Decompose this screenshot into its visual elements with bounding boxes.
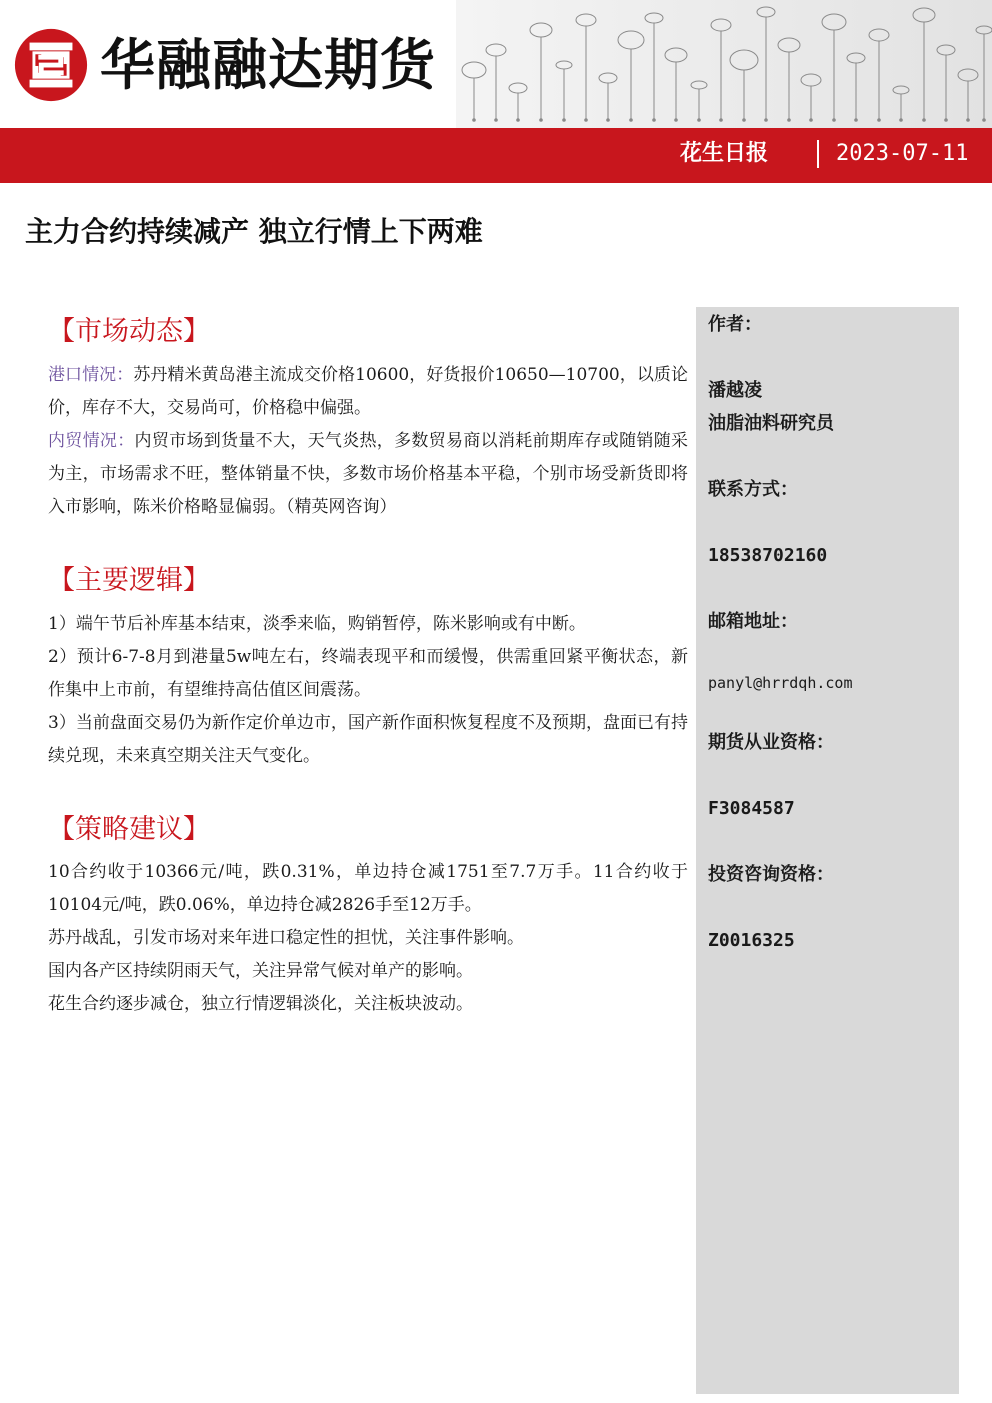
email-label: 邮箱地址： bbox=[708, 611, 798, 632]
market-section-body bbox=[48, 359, 688, 524]
port-text: 苏丹精米黄岛港主流成交价格10600，好货报价10650—10700，以质论价，库存不大，交易尚可，价格稳中偏强。 bbox=[48, 365, 688, 418]
market-section-heading: 【市场动态】 bbox=[48, 316, 210, 347]
author-label: 作者： bbox=[708, 314, 762, 335]
logic-item: 2）预计6-7-8月到港量5w吨左右，终端表现平和而缓慢，供需重回紧平衡状态，新作集中上市前，有望维持高估值区间震荡。 bbox=[48, 647, 688, 700]
report-date: 2023-07-11 bbox=[836, 141, 969, 166]
futures-cert-label: 期货从业资格： bbox=[708, 732, 834, 753]
domestic-paragraph bbox=[48, 425, 688, 524]
port-paragraph bbox=[48, 359, 688, 425]
author-sidebar bbox=[696, 307, 959, 1394]
author-name: 潘越凌 bbox=[708, 380, 762, 401]
logic-item: 3）当前盘面交易仍为新作定价单边市，国产新作面积恢复程度不及预期，盘面已有持续兑现，未来真空期关注天气变化。 bbox=[48, 713, 688, 766]
contact-label: 联系方式： bbox=[708, 479, 798, 500]
logic-section-body bbox=[48, 608, 688, 773]
logic-item: 1）端午节后补库基本结束，淡季来临，购销暂停，陈米影响或有中断。 bbox=[48, 614, 586, 634]
report-separator bbox=[817, 140, 819, 168]
report-title: 主力合约持续减产 独立行情上下两难 bbox=[25, 215, 483, 248]
strategy-section-heading: 【策略建议】 bbox=[48, 814, 210, 845]
invest-cert-number: Z0016325 bbox=[708, 930, 795, 951]
port-label: 港口情况： bbox=[48, 365, 134, 385]
header-decoration-graphic bbox=[456, 0, 992, 132]
invest-cert-label: 投资咨询资格： bbox=[708, 864, 834, 885]
brand-name: 华融融达期货 bbox=[100, 33, 437, 97]
email-address: panyl@hrrdqh.com bbox=[708, 674, 853, 692]
logic-section-heading: 【主要逻辑】 bbox=[48, 565, 210, 596]
domestic-label: 内贸情况： bbox=[48, 431, 135, 451]
contact-phone: 18538702160 bbox=[708, 545, 828, 566]
huarong-s-logo-icon bbox=[12, 26, 90, 104]
strategy-item: 花生合约逐步减仓，独立行情逻辑淡化，关注板块波动。 bbox=[48, 994, 473, 1014]
strategy-item: 苏丹战乱，引发市场对来年进口稳定性的担忧，关注事件影响。 bbox=[48, 928, 524, 948]
strategy-section-body bbox=[48, 856, 688, 1021]
futures-cert-number: F3084587 bbox=[708, 798, 795, 819]
strategy-item: 国内各产区持续阴雨天气，关注异常气候对单产的影响。 bbox=[48, 961, 473, 981]
report-type: 花生日报 bbox=[680, 141, 769, 166]
author-title: 油脂油料研究员 bbox=[708, 413, 834, 434]
strategy-item: 10合约收于10366元/吨，跌0.31%，单边持仓减1751至7.7万手。11合约收于10104元/吨，跌0.06%，单边持仓减2826手至12万手。 bbox=[48, 862, 688, 915]
domestic-text: 内贸市场到货量不大，天气炎热，多数贸易商以消耗前期库存或随销随采为主，市场需求不旺，整体销量不快，多数市场价格基本平稳，个别市场受新货即将入市影响，陈米价格略显偏弱。（精英网咨询） bbox=[48, 431, 689, 517]
